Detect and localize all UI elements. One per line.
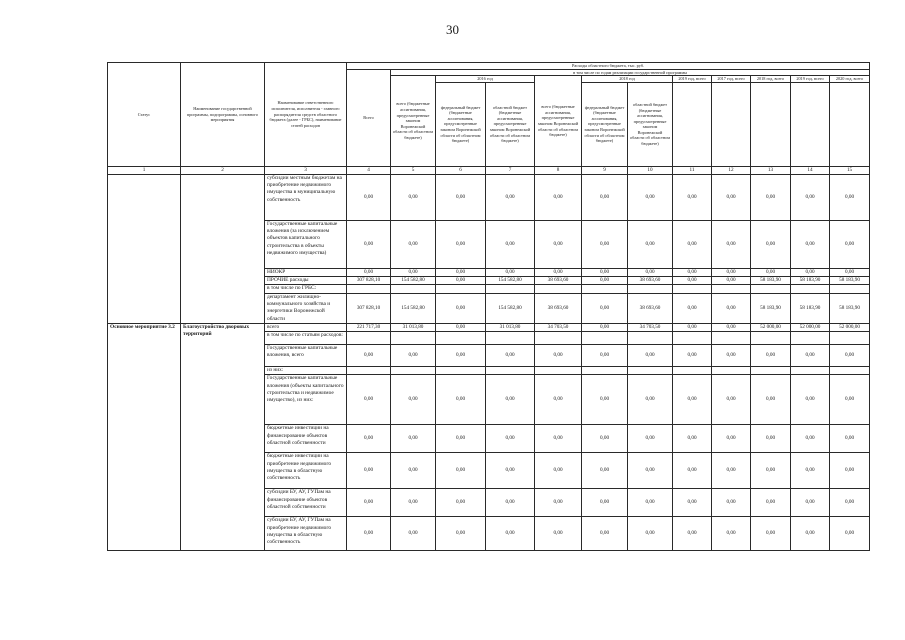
value-cell: 0,00 (673, 345, 712, 367)
table-row (108, 323, 870, 331)
value-cell: 0,00 (712, 174, 751, 220)
column-number: 9 (582, 166, 628, 174)
value-cell: 0,00 (673, 453, 712, 489)
value-cell: 0,00 (535, 268, 582, 276)
value-cell: 0,00 (391, 453, 436, 489)
section-status: Основное мероприятие 3.2 (108, 323, 181, 551)
value-cell: 0,00 (535, 220, 582, 268)
value-cell: 0,00 (535, 517, 582, 551)
budget-table (107, 62, 870, 551)
value-cell: 0,00 (582, 323, 628, 331)
value-cell (582, 332, 628, 345)
value-cell: 0,00 (673, 277, 712, 285)
value-cell: 0,00 (391, 489, 436, 517)
value-cell: 0,00 (436, 489, 486, 517)
value-cell: 38 693,60 (535, 293, 582, 323)
value-cell: 0,00 (712, 277, 751, 285)
value-cell: 0,00 (486, 517, 535, 551)
header-expenditures: Расходы областного бюджета, тыс. руб. (347, 63, 870, 70)
column-number: 7 (486, 166, 535, 174)
value-cell: 221 717,30 (347, 323, 391, 331)
value-cell (673, 285, 712, 293)
table-row (108, 174, 870, 220)
value-cell: 307 828,10 (347, 277, 391, 285)
value-cell: 0,00 (582, 517, 628, 551)
expense-item-label: Государственные капитальные вложения (объекты капитального строительства и недвижимое имущество), из них: (265, 375, 347, 425)
value-cell: 52 000,00 (751, 323, 791, 331)
value-cell: 0,00 (347, 268, 391, 276)
value-cell: 0,00 (582, 277, 628, 285)
header-2018: 2018 год (582, 76, 673, 83)
value-cell: 58 183,90 (751, 277, 791, 285)
value-cell: 154 582,80 (391, 277, 436, 285)
value-cell: 38 693,60 (628, 277, 673, 285)
value-cell: 0,00 (673, 425, 712, 453)
header-2020: 2020 год, всего (830, 76, 870, 83)
value-cell: 0,00 (347, 345, 391, 367)
expense-item-label: субсидии БУ, АУ, ГУПам на финансирование объектов областной собственности (265, 489, 347, 517)
value-cell: 0,00 (712, 489, 751, 517)
status-cell (108, 174, 181, 323)
value-cell: 0,00 (712, 425, 751, 453)
value-cell: 0,00 (628, 489, 673, 517)
value-cell (436, 285, 486, 293)
value-cell: 0,00 (436, 293, 486, 323)
header-empty-cell (791, 82, 830, 166)
value-cell (535, 285, 582, 293)
expense-item-label: из них: (265, 367, 347, 375)
value-cell: 0,00 (830, 453, 870, 489)
value-cell: 0,00 (347, 174, 391, 220)
column-number: 11 (673, 166, 712, 174)
expense-item-label: субсидии БУ, АУ, ГУПам на приобретение недвижимого имущества в областную собственность (265, 517, 347, 551)
value-cell: 0,00 (791, 345, 830, 367)
value-cell: 0,00 (486, 489, 535, 517)
value-cell: 0,00 (436, 174, 486, 220)
value-cell: 0,00 (791, 268, 830, 276)
value-cell: 0,00 (535, 174, 582, 220)
value-cell: 0,00 (535, 345, 582, 367)
value-cell (436, 332, 486, 345)
header-total-2018: всего (бюджетные ассигнования, предусмотренные законом Воронежской области об областном бюджете) (535, 76, 582, 167)
value-cell (712, 332, 751, 345)
value-cell (582, 367, 628, 375)
value-cell: 0,00 (830, 268, 870, 276)
value-cell: 58 183,90 (830, 293, 870, 323)
value-cell: 34 703,50 (628, 323, 673, 331)
column-number: 8 (535, 166, 582, 174)
header-federal-2018: федеральный бюджет (бюджетные ассигнования, предусмотренные законом Воронежской области об областном бюджете) (582, 82, 628, 166)
value-cell: 0,00 (582, 375, 628, 425)
column-number: 14 (791, 166, 830, 174)
value-cell: 0,00 (673, 323, 712, 331)
value-cell: 58 183,90 (830, 277, 870, 285)
value-cell: 0,00 (751, 268, 791, 276)
value-cell (391, 332, 436, 345)
value-cell (751, 367, 791, 375)
header-total: Всего (347, 69, 391, 166)
value-cell (830, 285, 870, 293)
value-cell (486, 285, 535, 293)
value-cell: 0,00 (712, 453, 751, 489)
value-cell (791, 367, 830, 375)
header-2017: 2017 год, всего (712, 76, 751, 83)
value-cell: 0,00 (391, 345, 436, 367)
column-number: 12 (712, 166, 751, 174)
value-cell: 0,00 (628, 375, 673, 425)
value-cell: 0,00 (712, 220, 751, 268)
value-cell: 0,00 (791, 425, 830, 453)
value-cell (673, 332, 712, 345)
value-cell (712, 367, 751, 375)
value-cell: 0,00 (486, 174, 535, 220)
column-number-row (108, 166, 870, 174)
program-cell (181, 174, 265, 323)
value-cell: 52 000,00 (791, 323, 830, 331)
value-cell (486, 367, 535, 375)
value-cell: 0,00 (391, 220, 436, 268)
header-empty-cell (712, 82, 751, 166)
value-cell: 0,00 (628, 517, 673, 551)
page-number: 30 (446, 22, 459, 37)
value-cell: 38 693,60 (535, 277, 582, 285)
value-cell: 0,00 (486, 425, 535, 453)
value-cell: 0,00 (391, 517, 436, 551)
expense-item-label: в том числе по ГРБС: (265, 285, 347, 293)
value-cell: 0,00 (712, 345, 751, 367)
value-cell: 0,00 (436, 425, 486, 453)
value-cell: 0,00 (712, 268, 751, 276)
column-number: 1 (108, 166, 181, 174)
value-cell: 0,00 (436, 453, 486, 489)
value-cell: 0,00 (673, 268, 712, 276)
value-cell: 0,00 (751, 489, 791, 517)
value-cell: 0,00 (712, 293, 751, 323)
value-cell: 0,00 (582, 268, 628, 276)
value-cell: 0,00 (628, 425, 673, 453)
value-cell: 0,00 (673, 517, 712, 551)
value-cell (347, 367, 391, 375)
value-cell: 0,00 (347, 375, 391, 425)
header-empty-cell (673, 82, 712, 166)
value-cell: 0,00 (628, 220, 673, 268)
header-by-years: в том числе по годам реализации государственной программы (391, 69, 870, 76)
value-cell: 0,00 (391, 174, 436, 220)
value-cell: 0,00 (582, 345, 628, 367)
value-cell: 154 582,80 (486, 277, 535, 285)
value-cell (391, 367, 436, 375)
value-cell: 0,00 (751, 345, 791, 367)
value-cell: 0,00 (436, 517, 486, 551)
expense-item-label: бюджетные инвестиции на приобретение недвижимого имущества в областную собственность (265, 453, 347, 489)
value-cell: 0,00 (486, 268, 535, 276)
expense-item-label: в том числе по статьям расходов: (265, 332, 347, 345)
value-cell: 0,00 (391, 425, 436, 453)
header-empty-cell (751, 82, 791, 166)
value-cell: 0,00 (791, 453, 830, 489)
value-cell: 0,00 (391, 375, 436, 425)
header-2019b: 2019 год, всего (791, 76, 830, 83)
value-cell (791, 285, 830, 293)
value-cell: 0,00 (830, 425, 870, 453)
value-cell: 0,00 (791, 174, 830, 220)
header-responsible: Наименование ответственного исполнителя, исполнителя - главного распорядителя средств областного бюджета (далее - ГРБС), наименование статей расходов (265, 63, 347, 167)
value-cell (347, 332, 391, 345)
column-number: 10 (628, 166, 673, 174)
value-cell: 0,00 (486, 220, 535, 268)
expense-item-label: Государственные капитальные вложения (за исключением объектов капитального строительства в объекты недвижимого имущества) (265, 220, 347, 268)
value-cell: 0,00 (436, 323, 486, 331)
value-cell: 0,00 (582, 489, 628, 517)
value-cell (535, 332, 582, 345)
value-cell: 0,00 (712, 323, 751, 331)
value-cell: 0,00 (347, 220, 391, 268)
value-cell: 0,00 (751, 517, 791, 551)
value-cell (791, 332, 830, 345)
value-cell: 0,00 (582, 453, 628, 489)
value-cell: 0,00 (436, 375, 486, 425)
value-cell: 0,00 (830, 174, 870, 220)
value-cell: 0,00 (751, 174, 791, 220)
header-regional-2016: областной бюджет (бюджетные ассигнования, предусмотренные законом Воронежской области об областном бюджете) (486, 82, 535, 166)
value-cell (582, 285, 628, 293)
value-cell: 0,00 (751, 220, 791, 268)
value-cell: 0,00 (830, 375, 870, 425)
value-cell: 34 703,50 (535, 323, 582, 331)
value-cell: 0,00 (436, 220, 486, 268)
value-cell: 0,00 (582, 220, 628, 268)
value-cell: 0,00 (628, 345, 673, 367)
value-cell (751, 285, 791, 293)
value-cell (486, 332, 535, 345)
value-cell: 0,00 (347, 517, 391, 551)
value-cell: 0,00 (582, 293, 628, 323)
header-2016: 2016 год (436, 76, 535, 83)
value-cell (830, 332, 870, 345)
column-number: 3 (265, 166, 347, 174)
section-name: Благоустройство дворовых территорий (181, 323, 265, 551)
value-cell: 0,00 (436, 345, 486, 367)
value-cell: 0,00 (791, 517, 830, 551)
value-cell: 0,00 (535, 425, 582, 453)
header-total-2016: всего (бюджетные ассигнования, предусмотренные законом Воронежской области об областном бюджете) (391, 76, 436, 167)
value-cell: 0,00 (673, 220, 712, 268)
header-2018-total: 2018 год, всего (751, 76, 791, 83)
value-cell: 0,00 (486, 453, 535, 489)
value-cell: 31 013,80 (486, 323, 535, 331)
value-cell: 154 582,80 (391, 293, 436, 323)
column-number: 4 (347, 166, 391, 174)
expense-item-label: департамент жилищно-коммунального хозяйства и энергетики Воронежской области (265, 293, 347, 323)
value-cell (628, 285, 673, 293)
value-cell: 0,00 (830, 220, 870, 268)
value-cell: 0,00 (791, 489, 830, 517)
value-cell: 0,00 (391, 268, 436, 276)
value-cell (535, 367, 582, 375)
value-cell: 0,00 (830, 345, 870, 367)
value-cell (712, 285, 751, 293)
value-cell: 0,00 (436, 277, 486, 285)
value-cell: 0,00 (535, 375, 582, 425)
header-2019: 2019 год, всего (673, 76, 712, 83)
value-cell: 0,00 (628, 453, 673, 489)
value-cell: 58 183,90 (751, 293, 791, 323)
column-number: 13 (751, 166, 791, 174)
value-cell: 0,00 (673, 489, 712, 517)
value-cell: 0,00 (830, 517, 870, 551)
value-cell: 0,00 (486, 375, 535, 425)
header-federal-2016: федеральный бюджет (бюджетные ассигнования, предусмотренные законом Воронежской области об областном бюджете) (436, 82, 486, 166)
expense-item-label: всего (265, 323, 347, 331)
value-cell (347, 285, 391, 293)
expense-item-label: НИОКР (265, 268, 347, 276)
value-cell: 58 183,90 (791, 293, 830, 323)
value-cell: 0,00 (535, 489, 582, 517)
value-cell: 0,00 (486, 345, 535, 367)
value-cell (673, 367, 712, 375)
value-cell: 0,00 (347, 453, 391, 489)
column-number: 5 (391, 166, 436, 174)
value-cell: 0,00 (712, 517, 751, 551)
expense-item-label: Государственные капитальные вложения, всего (265, 345, 347, 367)
value-cell: 52 000,00 (830, 323, 870, 331)
value-cell: 0,00 (535, 453, 582, 489)
value-cell: 0,00 (582, 174, 628, 220)
column-number: 15 (830, 166, 870, 174)
value-cell: 0,00 (673, 174, 712, 220)
value-cell: 38 693,60 (628, 293, 673, 323)
header-empty-cell (830, 82, 870, 166)
value-cell: 0,00 (751, 453, 791, 489)
value-cell: 31 013,80 (391, 323, 436, 331)
header-program-name: Наименование государственной программы, подпрограммы, основного мероприятия (181, 63, 265, 167)
value-cell: 0,00 (347, 425, 391, 453)
value-cell (830, 367, 870, 375)
value-cell: 154 582,80 (486, 293, 535, 323)
value-cell (628, 332, 673, 345)
column-number: 6 (436, 166, 486, 174)
value-cell (628, 367, 673, 375)
value-cell: 0,00 (582, 425, 628, 453)
value-cell (751, 332, 791, 345)
value-cell: 0,00 (628, 268, 673, 276)
value-cell: 0,00 (712, 375, 751, 425)
header-status: Статус (108, 63, 181, 167)
header-regional-2018: областной бюджет (бюджетные ассигнования, предусмотренные законом Воронежской области об областном бюджете) (628, 82, 673, 166)
value-cell: 0,00 (628, 174, 673, 220)
value-cell (436, 367, 486, 375)
value-cell: 58 183,90 (791, 277, 830, 285)
value-cell: 0,00 (436, 268, 486, 276)
value-cell: 0,00 (791, 220, 830, 268)
value-cell (391, 285, 436, 293)
column-number: 2 (181, 166, 265, 174)
expense-item-label: бюджетные инвестиции на финансирование объектов областной собственности (265, 425, 347, 453)
value-cell: 307 828,10 (347, 293, 391, 323)
value-cell: 0,00 (830, 489, 870, 517)
expense-item-label: ПРОЧИЕ расходы (265, 277, 347, 285)
value-cell: 0,00 (347, 489, 391, 517)
value-cell: 0,00 (751, 425, 791, 453)
value-cell: 0,00 (673, 293, 712, 323)
expense-item-label: субсидии местным бюджетам на приобретение недвижимого имущества в муниципальную собственность (265, 174, 347, 220)
value-cell: 0,00 (673, 375, 712, 425)
value-cell: 0,00 (791, 375, 830, 425)
value-cell: 0,00 (751, 375, 791, 425)
